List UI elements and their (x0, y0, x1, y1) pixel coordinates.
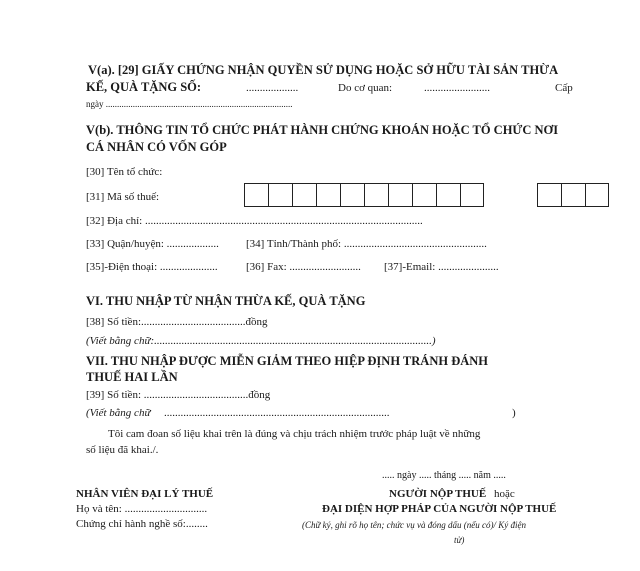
tax-code-box[interactable] (388, 183, 412, 207)
tax-agent-name: Họ và tên: .............................. (76, 503, 208, 515)
field-32-address: [32] Địa chỉ: ..................................................................................................... (86, 215, 423, 227)
tax-agent-certificate: Chứng chỉ hành nghề số:........ (76, 518, 208, 530)
section-va-number-dots: ................... (246, 82, 299, 94)
signature-note-line1: (Chữ ký, ghi rõ họ tên; chức vụ và đóng dấu (nếu có)/ Ký điện (302, 520, 527, 530)
legal-representative-label: ĐẠI DIỆN HỢP PHÁP CỦA NGƯỜI NỘP THUẾ (322, 503, 557, 515)
tax-agent-title: NHÂN VIÊN ĐẠI LÝ THUẾ (76, 488, 214, 500)
declaration-line1: Tôi cam đoan số liệu khai trên là đúng và chịu trách nhiệm trước pháp luật về những (108, 428, 481, 440)
field-31-tax-code-label: [31] Mã số thuế: (86, 191, 160, 203)
section-va-issue-label: Cấp (555, 82, 573, 94)
section-vb-title-line2: CÁ NHÂN CÓ VỐN GÓP (86, 140, 227, 154)
section-va-title-line1: V(a). [29] GIẤY CHỨNG NHẬN QUYỀN SỬ DỤNG HOẶC SỞ HỮU TÀI SẢN THỪA (88, 63, 559, 77)
signature-note-line2: tử) (454, 535, 465, 545)
tax-code-box[interactable] (436, 183, 460, 207)
field-30-org-name: [30] Tên tổ chức: (86, 166, 163, 178)
tax-code-suffix-boxes[interactable] (537, 183, 609, 207)
field-38-amount-words: (Viết bằng chữ:.....................................................................................................) (86, 335, 436, 347)
section-vb-title-line1: V(b). THÔNG TIN TỔ CHỨC PHÁT HÀNH CHỨNG KHOÁN HOẶC TỔ CHỨC NƠI (86, 123, 559, 137)
field-39-amount-words-dots: .................................................................................. (164, 407, 390, 419)
field-39-amount-words-close: ) (512, 407, 516, 419)
field-38-amount: [38] Số tiền:......................................đồng (86, 316, 268, 328)
signature-date: ..... ngày ..... tháng ..... năm ..... (382, 470, 506, 481)
section-vi-title: VI. THU NHẬP TỪ NHẬN THỪA KẾ, QUÀ TẶNG (86, 294, 366, 308)
declaration-line2: số liệu đã khai./. (86, 444, 159, 456)
tax-code-box[interactable] (585, 183, 609, 207)
field-39-amount: [39] Số tiền: ......................................đồng (86, 389, 271, 401)
tax-code-box[interactable] (412, 183, 436, 207)
or-label: hoặc (494, 488, 515, 500)
tax-code-box[interactable] (244, 183, 268, 207)
field-39-amount-words-open: (Viết bằng chữ (86, 407, 151, 419)
tax-code-box[interactable] (537, 183, 561, 207)
field-33-district: [33] Quận/huyện: ................... (86, 238, 219, 250)
taxpayer-label: NGƯỜI NỘP THUẾ (389, 488, 487, 500)
tax-code-box[interactable] (561, 183, 585, 207)
section-va-issue-date: ngày ................................................................................... (86, 99, 293, 109)
tax-code-box[interactable] (316, 183, 340, 207)
section-vii-title-line1: VII. THU NHẬP ĐƯỢC MIỄN GIẢM THEO HIỆP ĐỊNH TRÁNH ĐÁNH (86, 354, 489, 368)
section-va-issuer-dots: ........................ (424, 82, 490, 94)
tax-code-box[interactable] (460, 183, 484, 207)
field-34-province: [34] Tỉnh/Thành phố: .................................................... (246, 238, 487, 250)
section-va-issuer-label: Do cơ quan: (338, 82, 393, 94)
field-35-phone: [35]-Điện thoại: ..................... (86, 261, 218, 273)
tax-code-box[interactable] (268, 183, 292, 207)
tax-code-box[interactable] (364, 183, 388, 207)
field-37-email: [37]-Email: ...................... (384, 261, 499, 273)
section-va-title-line2: KẾ, QUÀ TẶNG SỐ: (86, 80, 202, 94)
tax-code-box[interactable] (340, 183, 364, 207)
tax-code-box[interactable] (292, 183, 316, 207)
section-vii-title-line2: THUẾ HAI LẦN (86, 370, 178, 384)
tax-code-boxes[interactable] (244, 183, 484, 207)
field-36-fax: [36] Fax: .......................... (246, 261, 361, 273)
